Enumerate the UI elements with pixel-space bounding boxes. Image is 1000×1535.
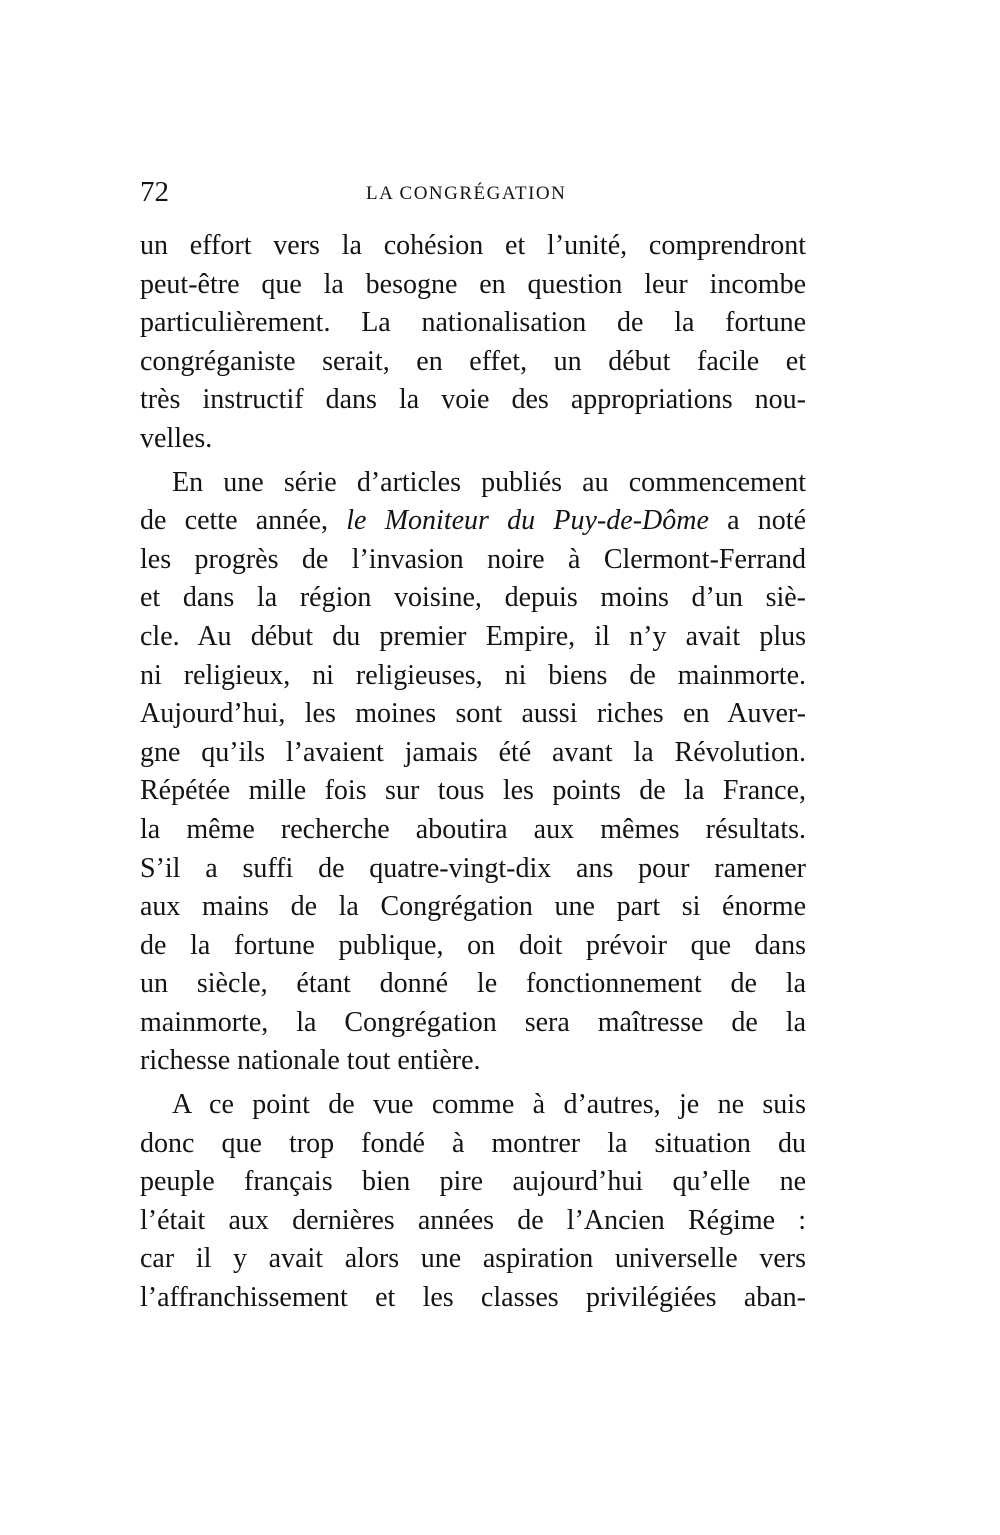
text-line: gne qu’ils l’avaient jamais été avant la Révolution. bbox=[140, 736, 806, 768]
text-run: a noté bbox=[708, 505, 807, 537]
text-line: mainmorte, la Congrégation sera maîtresse de la bbox=[140, 1006, 806, 1038]
text-line: Répétée mille fois sur tous les points de la France, bbox=[140, 775, 806, 807]
text-line: A ce point de vue comme à d’autres, je ne suis bbox=[172, 1089, 806, 1121]
text-line: l’était aux dernières années de l’Ancien Régime : bbox=[140, 1204, 806, 1236]
text-line: Aujourd’hui, les moines sont aussi riches en Auver- bbox=[140, 698, 806, 730]
page-header bbox=[140, 172, 806, 212]
text-line: très instructif dans la voie des appropriations nou- bbox=[140, 384, 806, 416]
text-line: aux mains de la Congrégation une part si énorme bbox=[140, 891, 806, 923]
text-line: de la fortune publique, on doit prévoir que dans bbox=[140, 929, 806, 961]
text-line: car il y avait alors une aspiration universelle vers bbox=[140, 1243, 806, 1275]
text-line: En une série d’articles publiés au commencement bbox=[172, 466, 806, 498]
text-line: peuple français bien pire aujourd’hui qu’elle ne bbox=[140, 1166, 806, 1198]
text-line: velles. bbox=[140, 422, 213, 454]
text-line: un siècle, étant donné le fonctionnement de la bbox=[140, 968, 806, 1000]
body-text bbox=[140, 227, 806, 1318]
text-line: particulièrement. La nationalisation de la fortune bbox=[140, 307, 806, 339]
text-line: un effort vers la cohésion et l’unité, comprendront bbox=[140, 230, 806, 261]
text-line: donc que trop fondé à montrer la situation du bbox=[140, 1127, 806, 1159]
text-line: et dans la région voisine, depuis moins d’un siè- bbox=[140, 582, 806, 614]
page-number: 72 bbox=[140, 176, 169, 208]
running-head: LA CONGRÉGATION bbox=[366, 183, 567, 204]
text-line: cle. Au début du premier Empire, il n’y avait plus bbox=[140, 620, 806, 652]
text-line: richesse nationale tout entière. bbox=[140, 1045, 481, 1077]
text-line: congréganiste serait, en effet, un début facile et bbox=[140, 345, 806, 377]
text-line: les progrès de l’invasion noire à Clermont-Ferrand bbox=[140, 543, 806, 575]
text-line: la même recherche aboutira aux mêmes résultats. bbox=[140, 813, 806, 845]
text-run: de cette année, bbox=[140, 505, 347, 537]
text-line bbox=[140, 502, 806, 541]
text-line: l’affranchissement et les classes privilégiées aban- bbox=[140, 1282, 806, 1314]
text-line: peut-être que la besogne en question leur incombe bbox=[140, 268, 806, 300]
text-line: S’il a suffi de quatre-vingt-dix ans pour ramener bbox=[140, 852, 806, 884]
text-line: ni religieux, ni religieuses, ni biens de mainmorte. bbox=[140, 659, 806, 691]
newspaper-title: le Moniteur du Puy-de-Dôme bbox=[346, 505, 709, 537]
